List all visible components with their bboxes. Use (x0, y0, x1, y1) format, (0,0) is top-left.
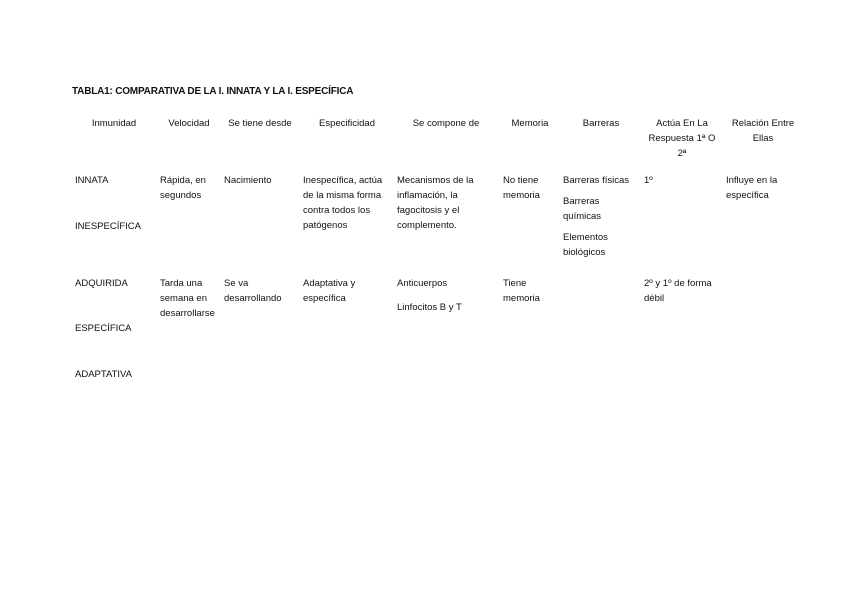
innata-se-tiene-desde: Nacimiento (224, 175, 272, 186)
adquirida-memoria: Tiene memoria (503, 278, 540, 304)
table-title: TABLA1: COMPARATIVA DE LA I. INNATA Y LA I. ESPECÍFICA (72, 86, 354, 97)
innata-memoria: No tiene memoria (503, 175, 540, 201)
adquirida-velocidad: Tarda una semana en desarrollarse (160, 278, 215, 319)
header-se-compone-de: Se compone de (412, 118, 480, 129)
header-actua-en-la-respuesta: Actúa En La Respuesta 1ª O 2ª (648, 118, 716, 159)
especifica-label: ESPECÍFICA (75, 323, 132, 334)
adquirida-se-compone-de (397, 276, 487, 321)
header-especificidad: Especificidad (319, 118, 375, 129)
header-barreras: Barreras (582, 118, 620, 129)
innata-velocidad: Rápida, en segundos (160, 175, 206, 201)
header-se-tiene-desde: Se tiene desde (228, 118, 292, 129)
barrera-elementos-biologicos: Elementos biológicos (563, 232, 608, 258)
adaptativa-label: ADAPTATIVA (75, 369, 133, 380)
inespecifica-label: INESPECÍFICA (75, 221, 141, 232)
barrera-quimicas: Barreras químicas (563, 196, 602, 222)
header-relacion-entre-ellas: Relación Entre Ellas (731, 118, 795, 144)
innata-actua: 1º (644, 175, 653, 186)
adquirida-actua: 2º y 1º de forma débil (644, 278, 712, 304)
linfocitos: Linfocitos B y T (397, 302, 462, 313)
anticuerpos: Anticuerpos (397, 278, 448, 289)
innata-barreras (563, 173, 639, 266)
header-memoria: Memoria (511, 118, 549, 129)
adquirida-label: ADQUIRIDA (75, 278, 128, 289)
barrera-fisicas: Barreras físicas (563, 175, 629, 186)
adquirida-se-tiene-desde: Se va desarrollando (224, 278, 282, 304)
innata-especificidad: Inespecífica, actúa de la misma forma contra todos los patógenos (303, 175, 383, 231)
innata-label: INNATA (75, 175, 109, 186)
adquirida-especificidad: Adaptativa y específica (303, 278, 356, 304)
header-inmunidad: Inmunidad (91, 118, 137, 129)
innata-relacion: Influye en la específica (726, 175, 778, 201)
innata-se-compone-de: Mecanismos de la inflamación, la fagocitosis y el complemento. (397, 175, 474, 231)
header-velocidad: Velocidad (168, 118, 210, 129)
